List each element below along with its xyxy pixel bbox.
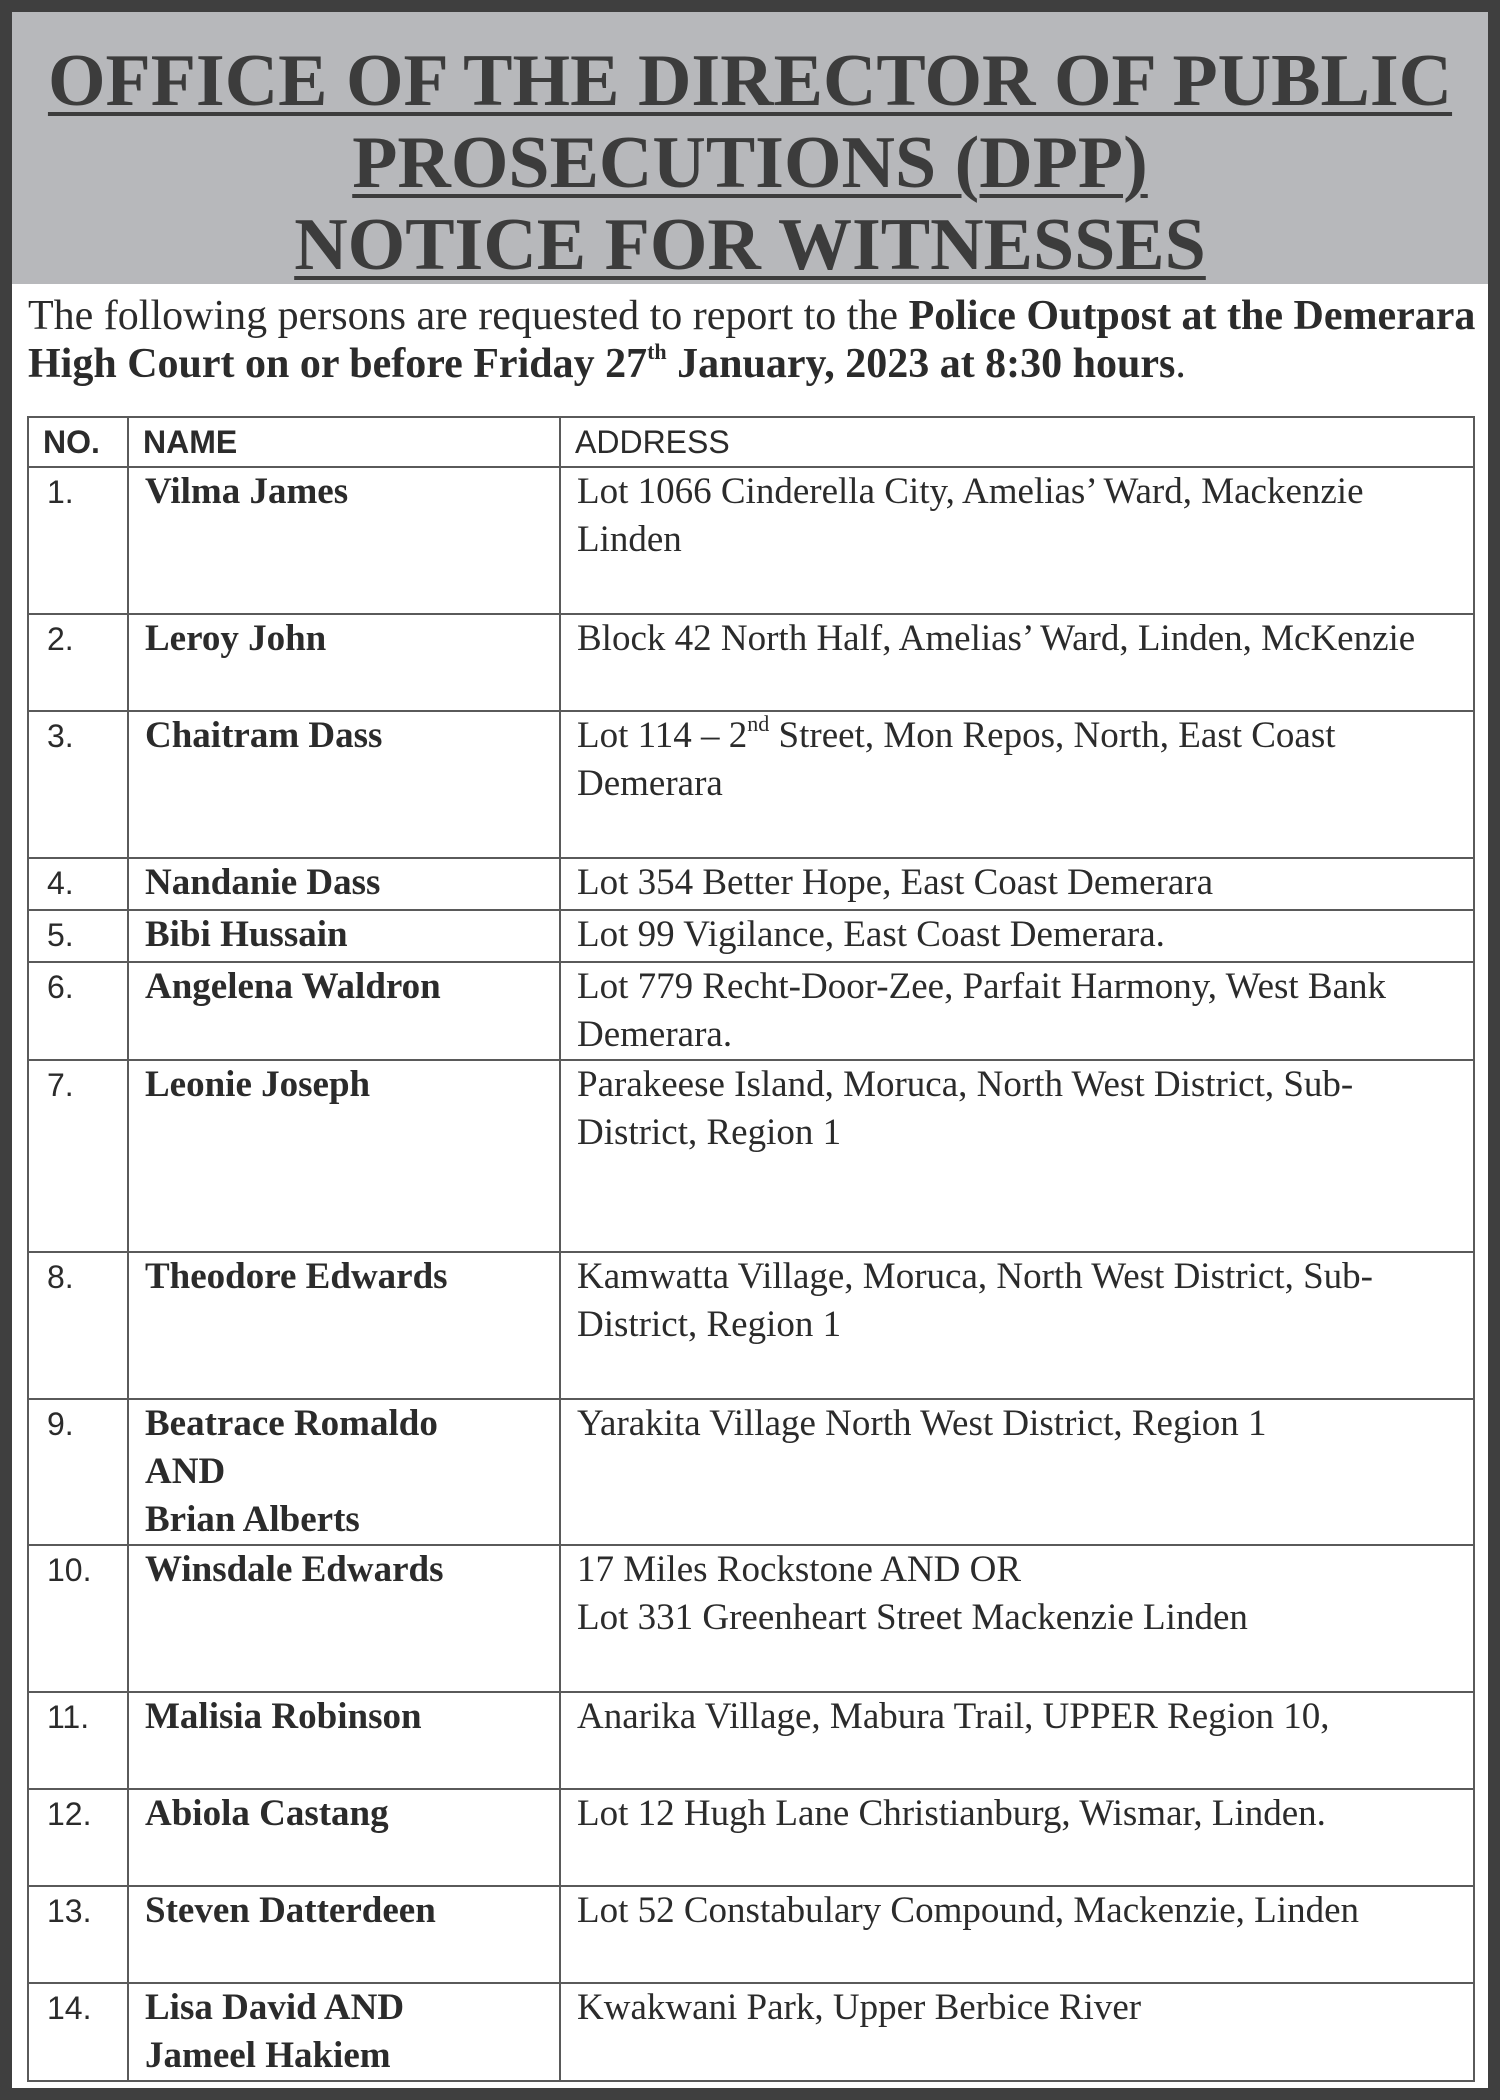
table-row (28, 1983, 1474, 2081)
witness-table (27, 416, 1475, 2082)
row-number: 14. (28, 1983, 128, 2081)
row-number: 6. (28, 962, 128, 1060)
row-number: 10. (28, 1545, 128, 1692)
table-header-row (28, 417, 1474, 467)
table-row (28, 1060, 1474, 1252)
witness-name: Nandanie Dass (128, 858, 560, 910)
row-number: 5. (28, 910, 128, 962)
row-number: 8. (28, 1252, 128, 1399)
witness-address: Lot 114 – 2nd Street, Mon Repos, North, East Coast Demerara (560, 711, 1474, 858)
witness-address: Lot 12 Hugh Lane Christianburg, Wismar, Linden. (560, 1789, 1474, 1886)
witness-name: Malisia Robinson (128, 1692, 560, 1789)
title-line: PROSECUTIONS (DPP) (352, 122, 1148, 204)
witness-address: Anarika Village, Mabura Trail, UPPER Region 10, (560, 1692, 1474, 1789)
table-row (28, 858, 1474, 910)
witness-name: Chaitram Dass (128, 711, 560, 858)
row-number: 9. (28, 1399, 128, 1545)
witness-address: Lot 354 Better Hope, East Coast Demerara (560, 858, 1474, 910)
notice-page (12, 12, 1488, 2088)
table-row (28, 1545, 1474, 1692)
column-header-address: ADDRESS (560, 417, 1474, 467)
column-header-name: NAME (128, 417, 560, 467)
column-header-no: NO. (28, 417, 128, 467)
table-row (28, 1252, 1474, 1399)
witness-address: Kamwatta Village, Moruca, North West District, Sub-District, Region 1 (560, 1252, 1474, 1399)
witness-address: Yarakita Village North West District, Region 1 (560, 1399, 1474, 1545)
table-row (28, 910, 1474, 962)
row-number: 12. (28, 1789, 128, 1886)
row-number: 11. (28, 1692, 128, 1789)
witness-address: 17 Miles Rockstone AND OR Lot 331 Greenheart Street Mackenzie Linden (560, 1545, 1474, 1692)
row-number: 7. (28, 1060, 128, 1252)
witness-address: Parakeese Island, Moruca, North West District, Sub-District, Region 1 (560, 1060, 1474, 1252)
row-number: 2. (28, 614, 128, 711)
witness-name: Steven Datterdeen (128, 1886, 560, 1983)
witness-address: Lot 99 Vigilance, East Coast Demerara. (560, 910, 1474, 962)
witness-address: Lot 1066 Cinderella City, Amelias’ Ward, Mackenzie Linden (560, 467, 1474, 614)
table-row (28, 614, 1474, 711)
row-number: 3. (28, 711, 128, 858)
witness-address: Lot 52 Constabulary Compound, Mackenzie, Linden (560, 1886, 1474, 1983)
witness-name: Leonie Joseph (128, 1060, 560, 1252)
witness-name: Angelena Waldron (128, 962, 560, 1060)
row-number: 4. (28, 858, 128, 910)
witness-name: Leroy John (128, 614, 560, 711)
row-number: 1. (28, 467, 128, 614)
intro-text: The following persons are requested to report to the (28, 293, 909, 339)
witness-address: Lot 779 Recht-Door-Zee, Parfait Harmony, West Bank Demerara. (560, 962, 1474, 1060)
witness-name: Abiola Castang (128, 1789, 560, 1886)
witness-name: Lisa David AND Jameel Hakiem (128, 1983, 560, 2081)
table-row (28, 1789, 1474, 1886)
table-row (28, 962, 1474, 1060)
intro-location-date: Police Outpost at the Demerara High Court on or before Friday 27th January, 2023 at 8:30 hours (28, 293, 1476, 387)
witness-name: Bibi Hussain (128, 910, 560, 962)
witness-address: Block 42 North Half, Amelias’ Ward, Linden, McKenzie (560, 614, 1474, 711)
notice-header (12, 12, 1488, 284)
witness-name: Theodore Edwards (128, 1252, 560, 1399)
table-row (28, 1886, 1474, 1983)
intro-paragraph: The following persons are requested to report to the Police Outpost at the Demerara High Court on or before Friday 27th January, 2023 at 8:30 hours. (28, 293, 1476, 387)
notice-title: NOTICE FOR WITNESSES (294, 204, 1206, 286)
title-line: OFFICE OF THE DIRECTOR OF PUBLIC (47, 40, 1453, 122)
table-row (28, 1692, 1474, 1789)
row-number: 13. (28, 1886, 128, 1983)
witness-address: Kwakwani Park, Upper Berbice River (560, 1983, 1474, 2081)
table-row (28, 467, 1474, 614)
witness-name: Winsdale Edwards (128, 1545, 560, 1692)
table-row (28, 711, 1474, 858)
witness-name: Beatrace Romaldo AND Brian Alberts (128, 1399, 560, 1545)
witness-name: Vilma James (128, 467, 560, 614)
table-row (28, 1399, 1474, 1545)
